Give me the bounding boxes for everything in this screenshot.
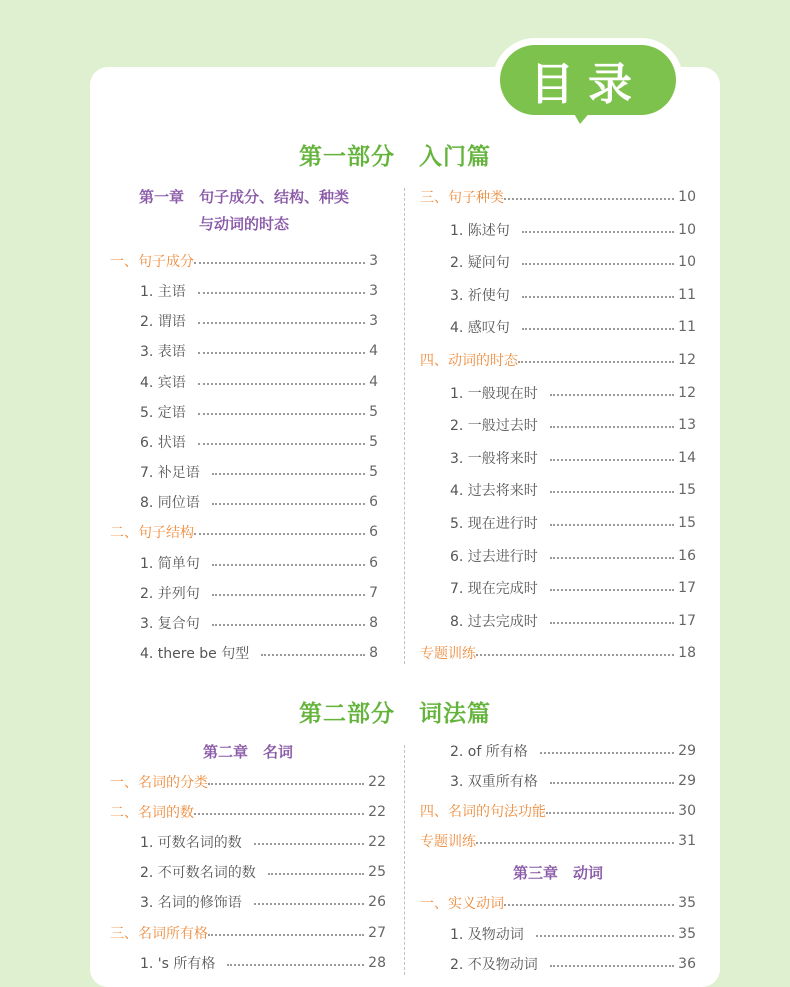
toc-entry-page: 11 [678, 319, 696, 336]
toc-entry-label: 6. 状语 [140, 434, 186, 451]
toc-entry-label: 3. 双重所有格 [450, 774, 538, 791]
toc-section-entry [420, 892, 696, 914]
toc-entry-page: 35 [678, 895, 696, 911]
toc-entry-label: 一、实义动词 [420, 896, 504, 912]
toc-item-entry [420, 953, 696, 975]
toc-entry-page: 6 [369, 554, 378, 571]
toc-entry-page: 10 [678, 189, 696, 205]
dot-leader [550, 782, 674, 784]
toc-item-entry [420, 923, 696, 945]
toc-entry-page: 3 [369, 283, 378, 300]
toc-badge-title: 目录 [500, 45, 676, 115]
dot-leader [254, 903, 364, 905]
toc-entry-label: 1. 's 所有格 [140, 955, 216, 972]
dot-leader [522, 263, 674, 265]
toc-item-entry [420, 770, 696, 792]
toc-entry-page: 15 [678, 482, 696, 499]
toc-entry-page: 30 [678, 803, 696, 820]
toc-item-entry [110, 280, 378, 302]
part1-title: 第一部分 入门篇 [299, 144, 491, 170]
toc-entry-label: 专题训练 [420, 646, 476, 663]
toc-entry-label: 2. 不及物动词 [450, 957, 538, 973]
toc-entry-page: 35 [678, 925, 696, 942]
toc-item-entry [110, 401, 378, 423]
toc-section-entry [420, 830, 696, 852]
toc-entry-page: 31 [678, 833, 696, 850]
dot-leader [198, 292, 365, 294]
part2-column-divider [404, 745, 405, 975]
dot-leader [198, 383, 365, 385]
toc-entry-page: 5 [369, 403, 378, 420]
toc-entry-page: 13 [678, 417, 696, 434]
toc-item-entry [420, 512, 696, 534]
dot-leader [227, 964, 364, 966]
dot-leader [254, 843, 364, 845]
toc-entry-label: 2. of 所有格 [450, 744, 528, 760]
toc-entry-page: 28 [368, 954, 386, 971]
toc-entry-page: 4 [369, 343, 378, 360]
toc-entry-label: 1. 陈述句 [450, 222, 510, 239]
dot-leader [550, 622, 674, 624]
toc-section-entry [420, 349, 696, 371]
dot-leader [522, 296, 674, 298]
dot-leader [198, 352, 365, 354]
toc-item-entry [110, 340, 378, 362]
toc-item-entry [420, 284, 696, 306]
toc-section-entry [110, 771, 386, 793]
toc-entry-label: 三、句子种类 [420, 190, 504, 206]
toc-entry-page: 11 [678, 286, 696, 303]
toc-entry-page: 3 [369, 253, 378, 269]
toc-entry-page: 29 [678, 743, 696, 759]
dot-leader [550, 524, 674, 526]
toc-item-entry [110, 891, 386, 913]
toc-item-entry [110, 371, 378, 393]
toc-item-entry [110, 642, 378, 664]
toc-entry-page: 22 [368, 804, 386, 821]
toc-entry-page: 14 [678, 449, 696, 466]
toc-item-entry [110, 612, 378, 634]
toc-item-entry [420, 479, 696, 501]
toc-item-entry [420, 740, 696, 762]
toc-section-entry [110, 250, 378, 272]
toc-entry-page: 12 [678, 384, 696, 401]
toc-entry-page: 10 [678, 221, 696, 238]
toc-entry-page: 8 [369, 614, 378, 631]
toc-entry-label: 四、名词的句法功能 [420, 804, 546, 821]
dot-leader [212, 594, 365, 596]
badge-tail-shape [572, 110, 592, 124]
toc-entry-label: 2. 谓语 [140, 314, 186, 331]
toc-entry-page: 22 [368, 834, 386, 851]
dot-leader [550, 557, 674, 559]
toc-entry-label: 1. 及物动词 [450, 926, 524, 943]
toc-entry-page: 15 [678, 515, 696, 531]
dot-leader [504, 904, 674, 906]
toc-entry-label: 7. 现在完成时 [450, 581, 538, 598]
toc-section-entry [110, 801, 386, 823]
part2-right-chapter-title: 第三章 动词 [512, 864, 603, 882]
dot-leader [261, 654, 365, 656]
toc-entry-label: 6. 过去进行时 [450, 548, 538, 565]
dot-leader [522, 328, 674, 330]
toc-entry-label: 3. 一般将来时 [450, 450, 538, 467]
toc-entry-label: 5. 现在进行时 [450, 516, 538, 532]
toc-item-entry [110, 952, 386, 974]
toc-item-entry [420, 316, 696, 338]
part2-chapter-title: 第二章 名词 [202, 743, 293, 761]
toc-entry-label: 四、动词的时态 [420, 353, 518, 369]
dot-leader [198, 413, 365, 415]
dot-leader [198, 443, 365, 445]
toc-item-entry [110, 310, 378, 332]
toc-entry-page: 6 [369, 524, 378, 541]
toc-item-entry [110, 552, 378, 574]
toc-item-entry [420, 577, 696, 599]
dot-leader [208, 783, 364, 785]
dot-leader [550, 426, 674, 428]
dot-leader [550, 589, 674, 591]
dot-leader [194, 533, 365, 535]
dot-leader [208, 934, 364, 936]
dot-leader [212, 473, 365, 475]
toc-entry-label: 4. there be 句型 [140, 645, 250, 662]
toc-entry-label: 2. 不可数名词的数 [140, 865, 256, 882]
toc-entry-page: 29 [678, 773, 696, 790]
toc-item-entry [420, 414, 696, 436]
toc-entry-label: 三、名词所有格 [110, 925, 208, 942]
toc-entry-page: 22 [368, 774, 386, 790]
toc-entry-label: 8. 过去完成时 [450, 613, 538, 630]
toc-entry-page: 27 [368, 924, 386, 941]
toc-item-entry [110, 831, 386, 853]
toc-entry-page: 26 [368, 894, 386, 911]
toc-entry-label: 2. 疑问句 [450, 255, 510, 272]
toc-entry-page: 7 [369, 584, 378, 601]
dot-leader [212, 624, 365, 626]
toc-entry-label: 3. 祈使句 [450, 287, 510, 304]
toc-entry-page: 8 [369, 644, 378, 661]
dot-leader [268, 873, 364, 875]
toc-entry-label: 3. 复合句 [140, 615, 200, 632]
toc-entry-label: 4. 宾语 [140, 374, 186, 391]
toc-item-entry [420, 382, 696, 404]
toc-entry-label: 二、名词的数 [110, 805, 194, 822]
dot-leader [522, 231, 674, 233]
toc-item-entry [110, 582, 378, 604]
toc-entry-page: 12 [678, 352, 696, 368]
dot-leader [194, 262, 365, 264]
dot-leader [194, 813, 364, 815]
toc-entry-label: 4. 感叹句 [450, 320, 510, 337]
toc-item-entry [420, 219, 696, 241]
toc-item-entry [110, 861, 386, 883]
toc-entry-label: 1. 简单句 [140, 555, 200, 572]
toc-entry-page: 17 [678, 580, 696, 597]
dot-leader [540, 752, 674, 754]
toc-entry-label: 2. 一般过去时 [450, 418, 538, 435]
toc-entry-label: 一、句子成分 [110, 254, 194, 270]
toc-entry-label: 8. 同位语 [140, 495, 200, 512]
dot-leader [476, 654, 674, 656]
dot-leader [198, 322, 365, 324]
toc-entry-page: 5 [369, 433, 378, 450]
toc-entry-page: 4 [369, 373, 378, 390]
toc-section-entry [420, 186, 696, 208]
toc-entry-label: 1. 可数名词的数 [140, 835, 242, 852]
toc-entry-page: 17 [678, 612, 696, 629]
dot-leader [476, 842, 674, 844]
toc-entry-page: 16 [678, 547, 696, 564]
toc-entry-label: 5. 定语 [140, 404, 186, 421]
toc-entry-label: 二、句子结构 [110, 525, 194, 542]
toc-entry-label: 2. 并列句 [140, 585, 200, 602]
toc-entry-page: 36 [678, 956, 696, 972]
toc-section-entry [420, 800, 696, 822]
toc-entry-page: 25 [368, 864, 386, 881]
toc-entry-page: 18 [678, 645, 696, 662]
toc-entry-page: 3 [369, 313, 378, 330]
toc-entry-page: 6 [369, 494, 378, 511]
toc-entry-label: 3. 表语 [140, 344, 186, 361]
toc-entry-label: 7. 补足语 [140, 465, 200, 482]
toc-item-entry [420, 545, 696, 567]
dot-leader [536, 935, 674, 937]
toc-item-entry [420, 447, 696, 469]
dot-leader [518, 361, 674, 363]
toc-section-entry [110, 521, 378, 543]
toc-entry-page: 5 [369, 464, 378, 481]
toc-section-entry [110, 922, 386, 944]
toc-entry-label: 4. 过去将来时 [450, 483, 538, 500]
toc-entry-label: 一、名词的分类 [110, 775, 208, 791]
part2-title: 第二部分 词法篇 [299, 701, 491, 727]
dot-leader [212, 564, 365, 566]
dot-leader [546, 812, 674, 814]
dot-leader [550, 394, 674, 396]
part1-chapter-title-line1: 第一章 句子成分、结构、种类 [138, 188, 349, 206]
dot-leader [550, 965, 674, 967]
part1-column-divider [404, 188, 405, 664]
dot-leader [550, 459, 674, 461]
part1-chapter-title-line2: 与动词的时态 [198, 215, 289, 233]
toc-item-entry [110, 431, 378, 453]
toc-item-entry [110, 491, 378, 513]
dot-leader [550, 491, 674, 493]
dot-leader [212, 503, 365, 505]
toc-entry-label: 1. 主语 [140, 284, 186, 301]
toc-entry-page: 10 [678, 254, 696, 271]
toc-entry-label: 1. 一般现在时 [450, 385, 538, 402]
toc-item-entry [110, 461, 378, 483]
toc-entry-label: 3. 名词的修饰语 [140, 895, 242, 912]
toc-entry-label: 专题训练 [420, 834, 476, 851]
dot-leader [504, 198, 674, 200]
toc-section-entry [420, 642, 696, 664]
toc-item-entry [420, 251, 696, 273]
toc-item-entry [420, 610, 696, 632]
